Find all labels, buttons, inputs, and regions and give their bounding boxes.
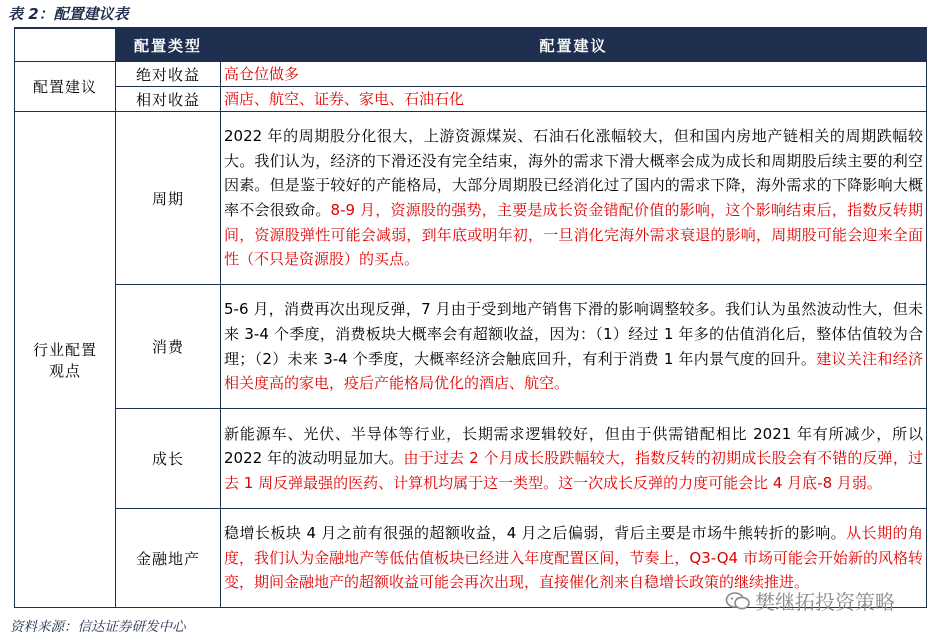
table-caption: 表 2：配置建议表 <box>8 5 129 23</box>
advice-cell: 高仓位做多 <box>221 62 927 87</box>
type-cell: 绝对收益 <box>116 62 221 87</box>
sector-cell: 金融地产 <box>116 509 221 608</box>
allocation-table <box>14 27 927 608</box>
header-blank <box>15 28 116 62</box>
view-text: 5-6 月，消费再次出现反弹，7 月由于受到地产销售下滑的影响调整较多。我们认为虽然波动性大，但未来 3-4 个季度，消费板块大概率会有超额收益，因为：（1）经过 1 年多的估值消化后，整体估值较为合理；（2）未来 3-4 个季度，大概率经济会触底回升，有利于消费 1 年内景气度的回升。 <box>224 300 923 368</box>
sector-view <box>221 112 927 285</box>
type-cell: 相对收益 <box>116 87 221 112</box>
view-text: 2022 年的周期股分化很大，上游资源煤炭、石油石化涨幅较大，但和国内房地产链相关的周期跌幅较大。我们认为，经济的下滑还没有完全结束，海外的需求下滑大概率会成为成长和周期股后续主要的利空因素。但是鉴于较好的产能格局，大部分周期股已经消化过了国内的需求下降，海外需求的下降影响大概率不会很致命。 <box>224 127 923 219</box>
advice-cell: 酒店、航空、证券、家电、石油石化 <box>221 87 927 112</box>
view-highlight: 由于过去 2 个月成长股跌幅较大，指数反转的初期成长股会有不错的反弹，过去 1 周反弹最强的医药、计算机均属于这一类型。这一次成长反弹的力度可能会比 4 月底-8 月弱。 <box>224 449 923 492</box>
sector-cell: 成长 <box>116 409 221 509</box>
allocation-label: 配置建议 <box>15 62 116 112</box>
view-highlight: 8-9 月，资源股的强势，主要是成长资金错配价值的影响，这个影响结束后，指数反转期间，资源股弹性可能会减弱，到年底或明年初，一旦消化完海外需求衰退的影响，周期股可能会迎来全面性（不只是资源股）的买点。 <box>224 201 923 269</box>
view-highlight: 建议关注和经济相关度高的家电，疫后产能格局优化的酒店、航空。 <box>224 349 923 393</box>
view-text: 新能源车、光伏、半导体等行业，长期需求逻辑较好，但由于供需错配相比 2021 年有所减少，所以 2022 年的波动明显加大。 <box>224 424 923 468</box>
table-row <box>15 112 927 285</box>
sector-cell: 周期 <box>116 112 221 285</box>
watermark <box>725 586 895 615</box>
sector-view <box>221 285 927 409</box>
header-advice: 配置建议 <box>221 28 927 62</box>
view-highlight: 从长期的角度，我们认为金融地产等低估值板块已经进入年度配置区间，节奏上，Q3-Q4 市场可能会开始新的风格转变，期间金融地产的超额收益可能会再次出现，直接催化剂来自稳增长政策的继续推进。 <box>224 524 923 592</box>
table-row <box>15 87 927 112</box>
table-row <box>15 62 927 87</box>
source-note: 资料来源：信达证券研发中心 <box>10 619 186 635</box>
table-row <box>15 409 927 509</box>
sector-view <box>221 409 927 509</box>
header-row <box>15 28 927 62</box>
industry-label: 行业配置观点 <box>15 112 116 608</box>
wechat-icon <box>725 591 751 611</box>
watermark-text: 樊继拓投资策略 <box>755 590 895 614</box>
sector-cell: 消费 <box>116 285 221 409</box>
table-row <box>15 285 927 409</box>
view-text: 稳增长板块 4 月之前有很强的超额收益，4 月之后偏弱，背后主要是市场牛熊转折的影响。 <box>224 524 847 543</box>
header-type: 配置类型 <box>116 28 221 62</box>
